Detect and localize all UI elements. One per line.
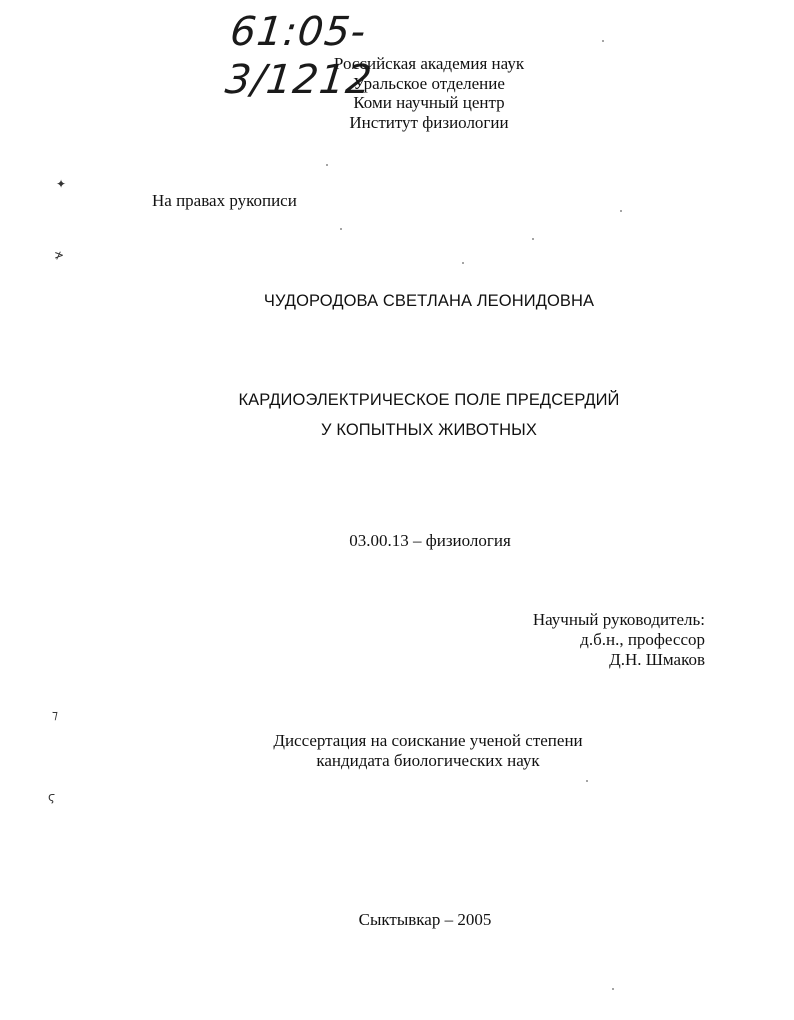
scan-speck xyxy=(602,40,604,42)
title-line-2: У КОПЫТНЫХ ЖИВОТНЫХ xyxy=(321,421,537,439)
author-name: ЧУДОРОДОВА СВЕТЛАНА ЛЕОНИДОВНА xyxy=(263,292,595,310)
supervisor-name: Д.Н. Шмаков xyxy=(609,650,705,669)
supervisor-label: Научный руководитель: xyxy=(532,610,705,629)
scan-speck xyxy=(620,210,622,212)
institution-line-3: Коми научный центр xyxy=(353,93,505,112)
supervisor-degree: д.б.н., профессор xyxy=(580,630,705,649)
handwritten-text: 61:05-3/1212 xyxy=(223,9,375,103)
place-year: Сыктывкар – 2005 xyxy=(358,910,492,929)
scan-mark: ϛ xyxy=(48,790,56,804)
scan-speck xyxy=(462,262,464,264)
scan-mark: ≯ xyxy=(54,248,65,262)
scan-speck xyxy=(612,988,614,990)
scan-speck xyxy=(532,238,534,240)
scan-speck xyxy=(586,780,588,782)
scan-speck xyxy=(340,228,342,230)
scan-mark: ✦ xyxy=(56,177,67,191)
manuscript-rights: На правах рукописи xyxy=(152,191,297,210)
specialty-code: 03.00.13 – физиология xyxy=(349,531,511,550)
institution-line-4: Институт физиологии xyxy=(349,113,509,132)
dissertation-line-1: Диссертация на соискание ученой степени xyxy=(273,731,583,750)
institution-line-1: Российская академия наук xyxy=(333,54,525,73)
dissertation-line-2: кандидата биологических наук xyxy=(316,751,540,770)
title-line-1: КАРДИОЭЛЕКТРИЧЕСКОЕ ПОЛЕ ПРЕДСЕРДИЙ xyxy=(238,391,620,409)
scan-mark: ⁊ xyxy=(52,708,58,722)
scan-speck xyxy=(326,164,328,166)
institution-line-2: Уральское отделение xyxy=(353,74,505,93)
